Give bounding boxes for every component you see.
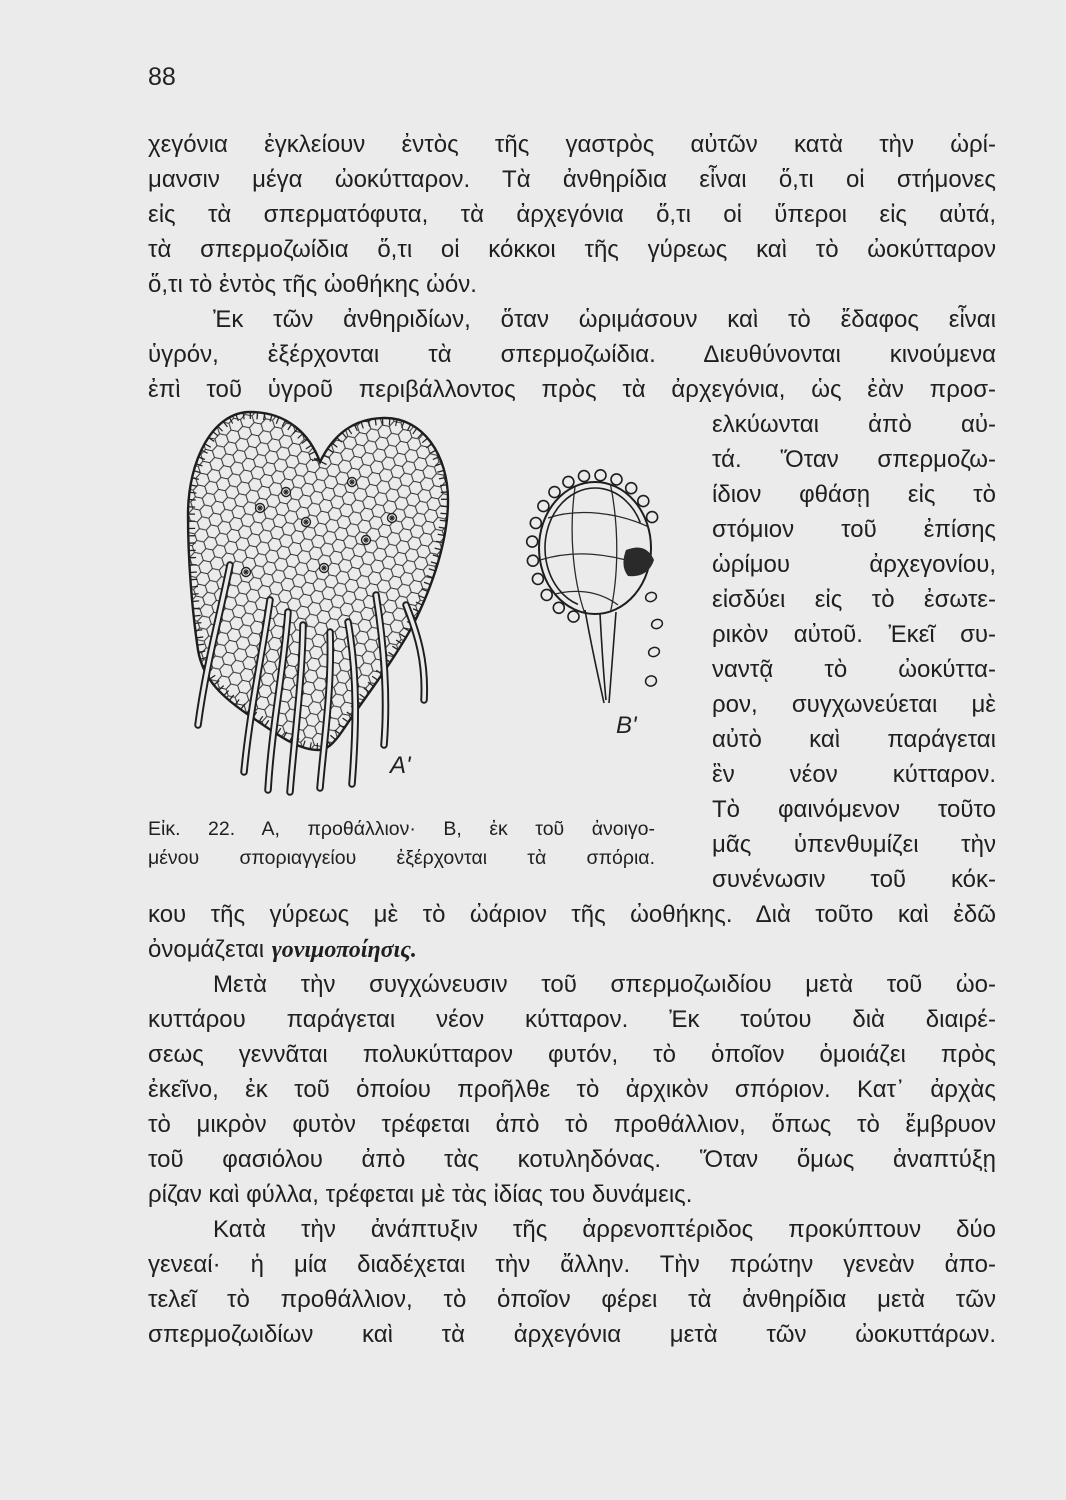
figure-caption	[148, 815, 655, 873]
annulus-cell	[530, 518, 541, 529]
annulus-cell	[647, 512, 658, 523]
text-line: αὐτὸ καὶ παράγεται	[712, 726, 996, 753]
text-line: Τὸ φαινόμενον τοῦτο	[712, 796, 996, 823]
annulus-cell	[579, 471, 590, 482]
text-line: κυττάρου παράγεται νέον κύτταρον. Ἐκ τούτου διὰ διαιρέ-	[148, 1006, 996, 1033]
annulus-cell	[626, 483, 637, 494]
annulus-cell	[638, 496, 649, 507]
text-line: ρίζαν καὶ φύλλα, τρέφεται μὲ τὰς ἰδίας του δυνάμεις.	[148, 1181, 693, 1208]
antheridium	[302, 518, 311, 527]
text-line: γενεαί· ἡ μία διαδέχεται τὴν ἄλλην. Τὴν πρώτην γενεὰν ἀπο-	[148, 1251, 996, 1278]
annulus-cell	[553, 602, 564, 613]
text-line: ἐκεῖνο, ἐκ τοῦ ὁποίου προῆλθε τὸ ἀρχικὸν σπόριον. Κατ᾽ ἀρχὰς	[148, 1076, 996, 1103]
text-line: χεγόνια ἐγκλείουν ἐντὸς τῆς γαστρὸς αὐτῶν κατὰ τὴν ὡρί-	[148, 131, 996, 158]
text-line: τά. Ὅταν σπερμοζω-	[712, 446, 996, 473]
sporangium-stalk	[585, 610, 616, 703]
text-line: μανσιν μέγα ὠοκύτταρον. Τὰ ἀνθηρίδια εἶναι ὅ,τι οἱ στήμονες	[148, 166, 996, 193]
text-line: ίδιον φθάσῃ εἰς τὸ	[712, 481, 996, 508]
spore	[650, 618, 663, 630]
annulus-cell	[538, 501, 549, 512]
text-line: Ἐκ τῶν ἀνθηριδίων, ὅταν ὡριμάσουν καὶ τὸ ἔδαφος εἶναι	[213, 306, 996, 333]
antheridium	[242, 568, 251, 577]
text-line: κου τῆς γύρεως μὲ τὸ ὠάριον τῆς ὠοθήκης. Διὰ τοῦτο καὶ ἐδῶ	[148, 901, 996, 928]
caption-line: μένου σποριαγγείου ἐξέρχονται τὰ σπόρια.	[148, 847, 655, 869]
antheridium	[320, 564, 329, 573]
annulus-cell	[527, 555, 538, 566]
text-line: ἐπὶ τοῦ ὑγροῦ περιβάλλοντος πρὸς τὰ ἀρχεγόνια, ὡς ἐὰν προσ-	[148, 376, 996, 403]
spore	[647, 646, 660, 658]
text-line: εἰσδύει εἰς τὸ ἐσωτε-	[712, 586, 996, 613]
figure-label-a: A'	[390, 752, 411, 779]
page-number: 88	[148, 63, 176, 91]
antheridium	[256, 504, 265, 513]
spores	[644, 591, 664, 688]
text-line: ὑγρόν, ἐξέρχονται τὰ σπερμοζωίδια. Διευθύνονται κινούμενα	[148, 341, 996, 368]
text-line: εἰς τὰ σπερματόφυτα, τὰ ἀρχεγόνια ὅ,τι οἱ ὕπεροι εἰς αὐτά,	[148, 201, 996, 228]
spore	[644, 674, 658, 687]
figure-label-b: B'	[616, 712, 637, 739]
text-plain: ὀνομάζεται	[148, 936, 265, 963]
antheridium	[282, 488, 291, 497]
emphasized-term: γονιμοποίησις.	[271, 937, 417, 963]
annulus-cell	[611, 474, 622, 485]
text-line: τὰ σπερμοζωίδια ὅ,τι οἱ κόκκοι τῆς γύρεως καὶ τὸ ὠοκύτταρον	[148, 236, 996, 263]
text-line: τελεῖ τὸ προθάλλιον, τὸ ὁποῖον φέρει τὰ ἀνθηρίδια μετὰ τῶν	[148, 1286, 996, 1313]
annulus-cell	[541, 589, 552, 600]
spore	[644, 591, 657, 603]
annulus-cell	[527, 536, 538, 547]
caption-line: Εἰκ. 22. Α, προθάλλιον· Β, ἐκ τοῦ ἀνοιγο-	[148, 818, 655, 840]
antheridium	[362, 536, 371, 545]
text-line: μᾶς ὑπενθυμίζει τὴν	[712, 831, 996, 858]
text-block-bottom	[148, 897, 996, 1352]
antheridium	[348, 478, 357, 487]
text-line: Μετὰ τὴν συγχώνευσιν τοῦ σπερμοζωιδίου μετὰ τοῦ ὠο-	[213, 971, 996, 998]
text-line	[148, 932, 996, 967]
text-line: συνένωσιν τοῦ κόκ-	[712, 866, 996, 893]
antheridium	[388, 514, 397, 523]
text-line: ὡρίμου ἀρχεγονίου,	[712, 551, 996, 578]
annulus-cell	[595, 470, 606, 481]
text-column-beside-figure	[712, 407, 996, 897]
text-line: σπερμοζωιδίων καὶ τὰ ἀρχεγόνια μετὰ τῶν ὠοκυττάρων.	[148, 1321, 996, 1348]
text-line: ναντᾷ τὸ ὠοκύττα-	[712, 656, 996, 683]
annulus-cell	[563, 476, 574, 487]
prothallium-drawing	[188, 412, 448, 792]
text-block-top	[148, 127, 996, 407]
text-line: Κατὰ τὴν ἀνάπτυξιν τῆς ἀρρενοπτέριδος προκύπτουν δύο	[213, 1216, 996, 1243]
text-line: ρον, συγχωνεύεται μὲ	[712, 691, 996, 718]
text-line: ὅ,τι τὸ ἐντὸς τῆς ὠοθήκης ὠόν.	[148, 271, 477, 298]
text-line: τοῦ φασιόλου ἀπὸ τὰς κοτυληδόνας. Ὅταν ὅμως ἀναπτύξῃ	[148, 1146, 996, 1173]
text-line: ρικὸν αὐτοῦ. Ἐκεῖ συ-	[712, 621, 996, 648]
text-line: τὸ μικρὸν φυτὸν τρέφεται ἀπὸ τὸ προθάλλιον, ὅπως τὸ ἔμβρυον	[148, 1111, 996, 1138]
text-line: ἓν νέον κύτταρον.	[712, 761, 996, 788]
text-line: σεως γεννᾶται πολυκύτταρον φυτόν, τὸ ὁποῖον ὁμοιάζει πρὸς	[148, 1041, 996, 1068]
text-line: στόμιον τοῦ ἐπίσης	[712, 516, 996, 543]
sporangium-drawing	[527, 470, 664, 703]
annulus-cell	[568, 611, 579, 622]
annulus-cell	[549, 487, 560, 498]
annulus-cell	[532, 573, 543, 584]
text-line: ελκύωνται ἀπὸ αὐ-	[712, 411, 996, 438]
figure-22-drawing	[148, 400, 708, 800]
